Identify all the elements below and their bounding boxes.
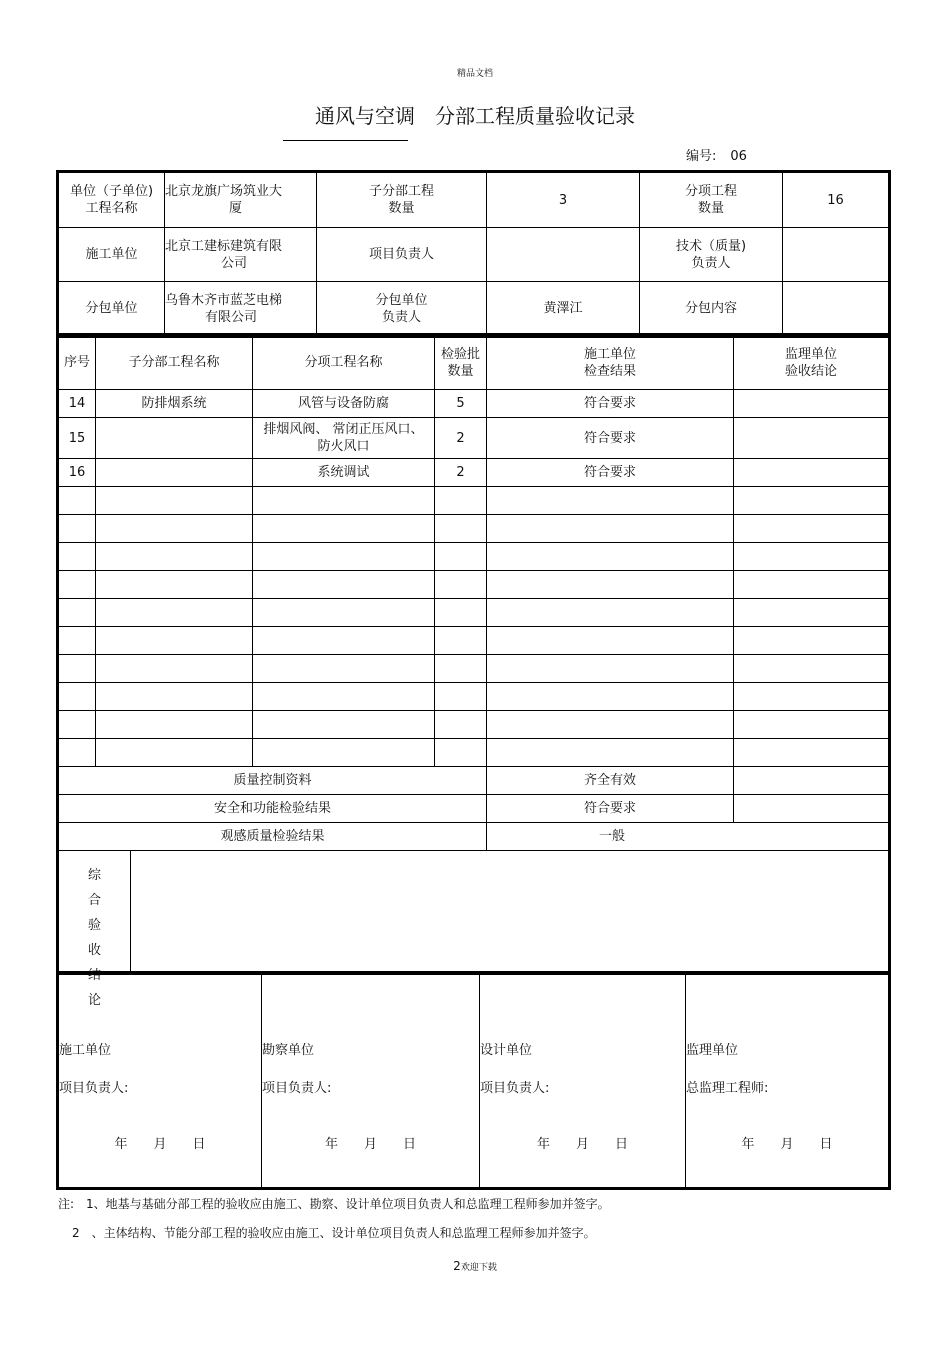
number-label: 编号: xyxy=(686,149,717,164)
sig-org: 勘察单位 xyxy=(262,1043,315,1058)
safety-row xyxy=(59,795,889,823)
contractor-value: 北京工建标建筑有限 公司 xyxy=(165,228,317,282)
row-seq: 16 xyxy=(59,459,96,487)
empty-row xyxy=(59,739,889,767)
appearance-value: 一般 xyxy=(487,823,889,851)
conclusion-char: 综 xyxy=(87,868,101,883)
empty-row xyxy=(59,543,889,571)
row-item: 系统调试 xyxy=(253,459,435,487)
row-item: 风管与设备防腐 xyxy=(253,390,435,418)
conclusion-label xyxy=(59,851,131,1008)
conclusion-char: 论 xyxy=(87,993,101,1008)
row-item: 排烟风阀、 常闭正压风口、 防火风口 xyxy=(253,418,435,459)
col-batch: 检验批 数量 xyxy=(435,336,487,390)
row-sub: 防排烟系统 xyxy=(96,390,253,418)
conclusion-char: 合 xyxy=(87,893,101,908)
row-sub xyxy=(96,418,253,459)
col-accept: 监理单位 验收结论 xyxy=(734,336,889,390)
items-table xyxy=(58,335,889,1008)
tech-label: 技术（质量) 负责人 xyxy=(640,228,783,282)
conclusion-char: 结 xyxy=(87,968,101,983)
conclusion-row xyxy=(59,851,889,973)
subcontractor-value: 乌鲁木齐市蓝芝电梯 有限公司 xyxy=(165,282,317,336)
sig-date: 年 月 日 xyxy=(741,1137,833,1152)
sub-pm-label: 分包单位 负责人 xyxy=(317,282,487,336)
row-batch: 5 xyxy=(435,390,487,418)
conclusion-char: 验 xyxy=(87,918,101,933)
empty-row xyxy=(59,487,889,515)
page-number: 2 xyxy=(453,1259,461,1273)
signature-contractor xyxy=(59,974,262,1188)
appearance-label: 观感质量检验结果 xyxy=(59,823,487,851)
pm-value xyxy=(487,228,640,282)
page-title: 通风与空调 分部工程质量验收记录 xyxy=(315,104,635,128)
sub-count-label: 子分部工程 数量 xyxy=(317,173,487,228)
signature-supervisor xyxy=(686,974,889,1188)
sig-org: 设计单位 xyxy=(480,1043,533,1058)
title-underline xyxy=(283,140,408,141)
item-count-value: 16 xyxy=(783,173,889,228)
sub-content-label: 分包内容 xyxy=(640,282,783,336)
empty-row xyxy=(59,515,889,543)
sig-org: 施工单位 xyxy=(59,1043,112,1058)
note-1: 注: 1、地基与基础分部工程的验收应由施工、勘察、设计单位项目负责人和总监理工程师参加并签字。 xyxy=(58,1197,610,1211)
empty-row xyxy=(59,655,889,683)
row-accept xyxy=(734,390,889,418)
unit-label: 单位（子单位) 工程名称 xyxy=(59,173,165,228)
empty-row xyxy=(59,599,889,627)
empty-row xyxy=(59,627,889,655)
row-seq: 14 xyxy=(59,390,96,418)
sig-role: 项目负责人: xyxy=(59,1081,129,1096)
col-check: 施工单位 检查结果 xyxy=(487,336,734,390)
pm-label: 项目负责人 xyxy=(317,228,487,282)
page-footer xyxy=(0,1259,950,1273)
col-seq: 序号 xyxy=(59,336,96,390)
empty-row xyxy=(59,683,889,711)
signature-survey xyxy=(262,974,480,1188)
sig-org: 监理单位 xyxy=(686,1043,739,1058)
signature-design xyxy=(480,974,686,1188)
sig-date: 年 月 日 xyxy=(536,1137,628,1152)
item-count-label: 分项工程 数量 xyxy=(640,173,783,228)
col-item-name: 分项工程名称 xyxy=(253,336,435,390)
row-result: 符合要求 xyxy=(487,390,734,418)
sub-content-value xyxy=(783,282,889,336)
sig-date: 年 月 日 xyxy=(324,1137,416,1152)
sig-role: 项目负责人: xyxy=(480,1081,550,1096)
sig-date: 年 月 日 xyxy=(114,1137,206,1152)
row-batch: 2 xyxy=(435,459,487,487)
unit-value: 北京龙旗广场筑业大 厦 xyxy=(165,173,317,228)
note-2: 2 、主体结构、节能分部工程的验收应由施工、设计单位项目负责人和总监理工程师参加并签字。 xyxy=(72,1226,596,1240)
col-sub-name: 子分部工程名称 xyxy=(96,336,253,390)
appearance-row xyxy=(59,823,889,851)
row-accept xyxy=(734,459,889,487)
empty-row xyxy=(59,571,889,599)
row-batch: 2 xyxy=(435,418,487,459)
project-info-table xyxy=(58,172,889,336)
empty-row xyxy=(59,711,889,739)
footer-text: 欢迎下载 xyxy=(460,1263,497,1273)
sub-count-value: 3 xyxy=(487,173,640,228)
subcontractor-label: 分包单位 xyxy=(59,282,165,336)
safety-value: 符合要求 xyxy=(487,795,734,823)
quality-label: 质量控制资料 xyxy=(59,767,487,795)
row-sub xyxy=(96,459,253,487)
header-watermark: 精品文档 xyxy=(456,69,493,79)
table-row xyxy=(59,418,889,459)
quality-row xyxy=(59,767,889,795)
table-row xyxy=(59,390,889,418)
number-value: 06 xyxy=(730,149,747,164)
conclusion-char: 收 xyxy=(87,943,101,958)
tech-value xyxy=(783,228,889,282)
quality-value: 齐全有效 xyxy=(487,767,734,795)
safety-label: 安全和功能检验结果 xyxy=(59,795,487,823)
contractor-label: 施工单位 xyxy=(59,228,165,282)
sig-role: 总监理工程师: xyxy=(686,1081,769,1096)
row-result: 符合要求 xyxy=(487,459,734,487)
signature-table xyxy=(58,973,889,1188)
record-number xyxy=(686,145,747,164)
table-row xyxy=(59,459,889,487)
sig-role: 项目负责人: xyxy=(262,1081,332,1096)
row-accept xyxy=(734,418,889,459)
sub-pm-value: 黄澤江 xyxy=(487,282,640,336)
row-result: 符合要求 xyxy=(487,418,734,459)
row-seq: 15 xyxy=(59,418,96,459)
